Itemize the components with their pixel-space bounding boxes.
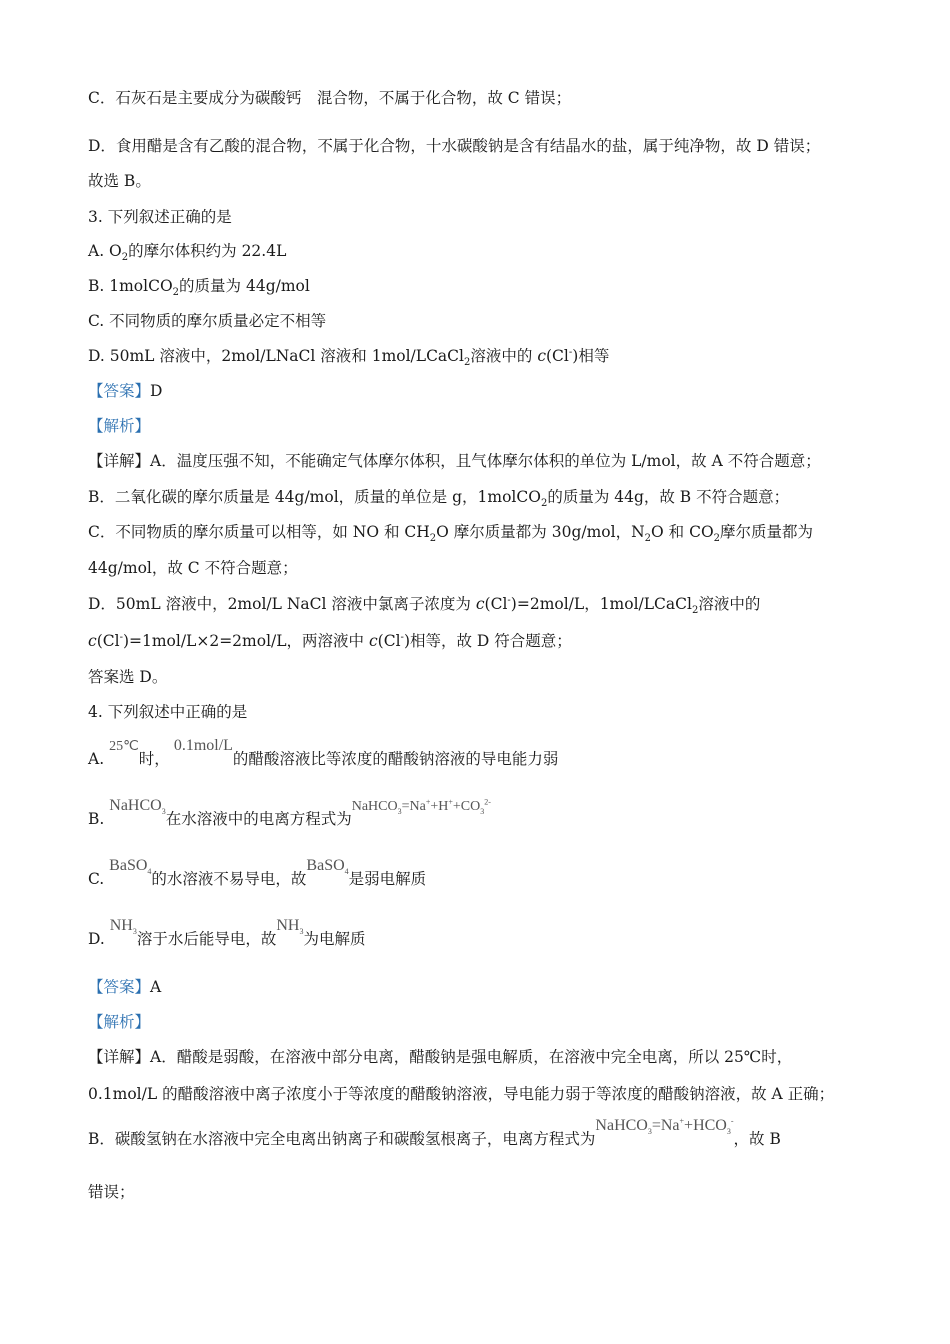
q4-answer: 【答案】A (88, 978, 162, 996)
q2-conclusion: 故选 B。 (88, 172, 151, 190)
q4-option-d: D. $NH_3$溶于水后能导电，故$NH_3$为电解质 (88, 917, 366, 948)
nh3-formula-image: $NH_3$ (109, 917, 137, 937)
q3-detail-d-line2: c(Cl-)=1mol/L×2=2mol/L，两溶液中 c(Cl-)相等，故 D 符合题意； (88, 631, 572, 650)
q3-conclusion: 答案选 D。 (88, 668, 168, 686)
q2-option-c-explanation: C．石灰石是主要成分为碳酸钙 混合物，不属于化合物，故 C 错误； (88, 89, 572, 107)
q4-option-c: C. BaSO$_4$的水溶液不易导电，故BaSO$_4$是弱电解质 (88, 857, 427, 888)
q3-answer: 【答案】D (88, 382, 163, 400)
q4-option-b: B. NaHCO$_3$在水溶液中的电离方程式为$NaHCO_3=Na^++H^++CO_3^{2-}$ (88, 797, 491, 828)
q3-option-a: A. $O_2$的摩尔体积约为 22.4L (88, 242, 287, 264)
q3-detail-d-line1: D．50mL 溶液中，2mol/L NaCl 溶液中氯离子浓度为 c(Cl-)=2mol/L，1mol/LCaCl$_2$溶液中的 (88, 594, 761, 617)
q4-detail-b-line2: 错误； (88, 1183, 135, 1201)
q4-detail-b-line1: B．碳酸氢钠在水溶液中完全电离出钠离子和碳酸氢根离子，电离方程式为$NaHCO_3=Na^++HCO_3^-$，故 B (88, 1116, 781, 1148)
q4-analysis-tag: 【解析】 (88, 1013, 151, 1031)
q3-detail-c-line1: C．不同物质的摩尔质量可以相等，如 NO 和 $CH_2O$ 摩尔质量都为 30g/mol，$N_2O$ 和 $CO_2$摩尔质量都为 (88, 523, 814, 545)
baso4-formula-image: BaSO$_4$ (109, 857, 152, 877)
q3-detail-a: 【详解】A．温度压强不知，不能确定气体摩尔体积，且气体摩尔体积的单位为 L/mol，故 A 不符合题意； (88, 452, 821, 470)
ionization-equation-image: $NaHCO_3=Na^++H^++CO_3^{2-}$ (351, 797, 491, 816)
q3-stem: 3. 下列叙述正确的是 (88, 208, 232, 226)
concentration-formula-image: 0.1mol/L (173, 737, 233, 754)
q4-detail-a-line2: 0.1mol/L 的醋酸溶液中离子浓度小于等浓度的醋酸钠溶液，导电能力弱于等浓度的醋酸钠溶液，故 A 正确； (88, 1085, 835, 1103)
q3-detail-c-line2: 44g/mol，故 C 不符合题意； (88, 559, 298, 577)
q2-option-d-explanation: D．食用醋是含有乙酸的混合物，不属于化合物，十水碳酸钠是含有结晶水的盐，属于纯净物，故 D 错误； (88, 137, 821, 155)
q3-analysis-tag: 【解析】 (88, 417, 151, 435)
q3-option-d: D. 50mL 溶液中，2mol/LNaCl 溶液和 1mol/LCaCl$_2$溶液中的 c(Cl-)相等 (88, 346, 610, 369)
q4-detail-a-line1: 【详解】A．醋酸是弱酸，在溶液中部分电离，醋酸钠是强电解质，在溶液中完全电离，所以 25℃时， (88, 1048, 793, 1066)
temperature-formula-image: 25℃ (109, 739, 139, 754)
q3-option-b: B. 1molCO$_2$的质量为 44g/mol (88, 277, 310, 299)
baso4-formula-image-2: BaSO$_4$ (306, 857, 349, 877)
q4-option-a: A. 25℃时，0.1mol/L的醋酸溶液比等浓度的醋酸钠溶液的导电能力弱 (88, 737, 559, 768)
nh3-formula-image-2: $NH_3$ (276, 917, 304, 937)
q3-detail-b: B．二氧化碳的摩尔质量是 44g/mol，质量的单位是 g，1molCO$_2$的质量为 44g，故 B 不符合题意； (88, 488, 790, 510)
nahco3-ionization-equation-image: $NaHCO_3=Na^++HCO_3^-$ (595, 1116, 734, 1137)
q4-stem: 4. 下列叙述中正确的是 (88, 703, 248, 721)
q3-option-c: C. 不同物质的摩尔质量必定不相等 (88, 312, 327, 330)
nahco3-formula-image: NaHCO$_3$ (109, 797, 166, 817)
